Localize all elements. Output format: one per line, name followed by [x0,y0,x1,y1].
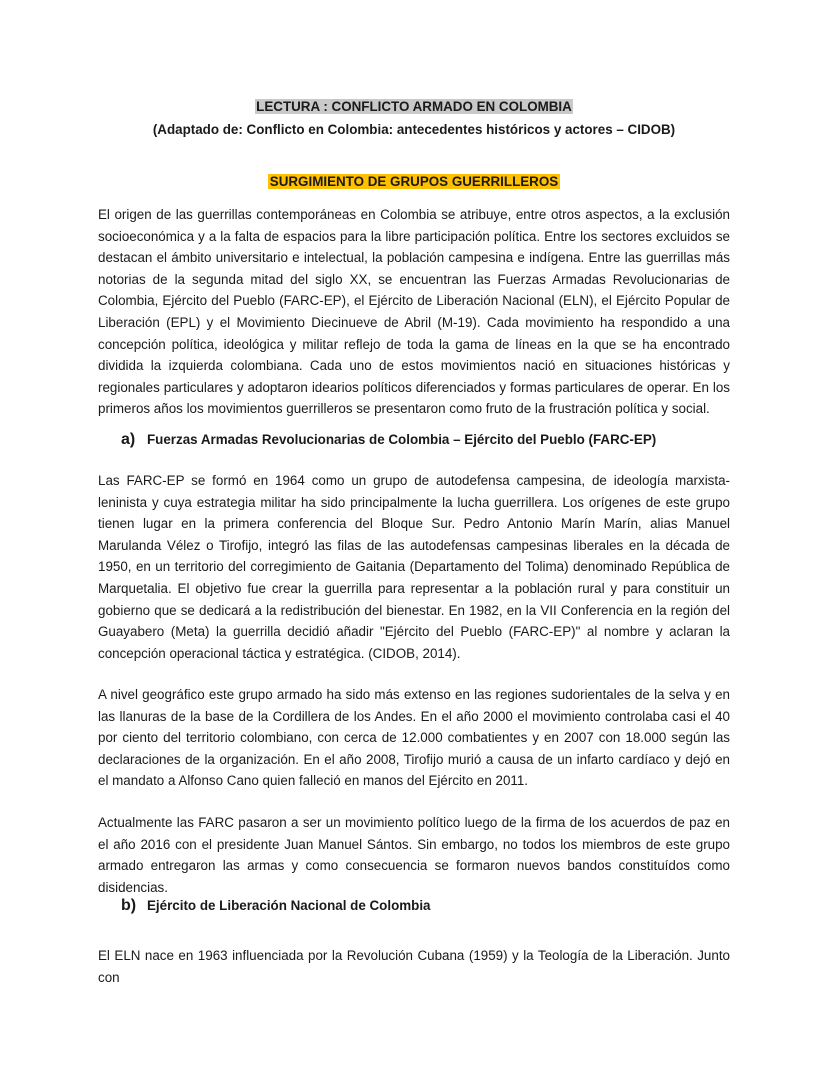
document-subtitle: (Adaptado de: Conflicto en Colombia: antecedentes históricos y actores – CIDOB) [152,122,676,137]
subheading-farc-letter: a) [121,431,136,448]
subheading-farc [121,430,656,450]
paragraph-farc-current: Actualmente las FARC pasaron a ser un movimiento político luego de la firma de los acuerdos de paz en el año 2016 con el presidente Juan Manuel Sántos. Sin embargo, no todos los miembros de este grupo armado entregaron las armas y como consecuencia se formaron nuevos bandos constituídos como disidencias. [98,815,730,895]
subheading-eln [121,896,431,916]
section-title [0,173,828,191]
subheading-eln-text: Ejército de Liberación Nacional de Colombia [147,898,431,913]
paragraph-farc-origins: Las FARC-EP se formó en 1964 como un grupo de autodefensa campesina, de ideología marxista-leninista y cuya estrategia militar ha sido principalmente la lucha guerrillera. Los orígenes de este grupo tienen lugar en la primera conferencia del Bloque Sur. Pedro Antonio Marín Marín, alias Manuel Marulanda Vélez o Tirofijo, integró las filas de las autodefensas campesinas liberales en la década de 1950, en un territorio del corregimiento de Gaitania (Departamento del Tolima) denominado República de Marquetalia. El objetivo fue crear la guerrilla para representar a la población rural y para constituir un gobierno que se dedicará a la redistribución del bienestar. En 1982, en la VII Conferencia en la región del Guayabero (Meta) la guerrilla decidió añadir "Ejército del Pueblo (FARC-EP)" al nombre y aclaran la concepción operacional táctica y estratégica. (CIDOB, 2014). [98,473,730,661]
subheading-eln-letter: b) [121,897,137,914]
paragraph-eln-origins: El ELN nace en 1963 influenciada por la Revolución Cubana (1959) y la Teología de la Liberación. Junto con [98,948,730,985]
subheading-farc-text: Fuerzas Armadas Revolucionarias de Colombia – Ejército del Pueblo (FARC-EP) [147,432,657,447]
document-title-text: LECTURA : CONFLICTO ARMADO EN COLOMBIA [256,99,572,114]
document-title [0,98,828,116]
paragraph-intro: El origen de las guerrillas contemporáneas en Colombia se atribuye, entre otros aspectos, a la exclusión socioeconómica y a la falta de espacios para la libre participación política. Entre los sectores excluidos se destacan el ámbito universitario e intelectual, la población campesina e indígena. Entre las guerrillas más notorias de la segunda mitad del siglo XX, se encuentran las Fuerzas Armadas Revolucionarias de Colombia, Ejército del Pueblo (FARC-EP), el Ejército de Liberación Nacional (ELN), el Ejército Popular de Liberación (EPL) y el Movimiento Diecinueve de Abril (M-19). Cada movimiento ha respondido a una concepción política, ideológica y militar reflejo de toda la gama de líneas en la que se ha encontrado dividida la izquierda colombiana. Cada uno de estos movimientos nació en situaciones históricas y regionales particulares y adoptaron idearios políticos diferenciados y formas particulares de operar. En los primeros años los movimientos guerrilleros se presentaron como fruto de la frustración política y social. [98,207,730,417]
paragraph-farc-geography: A nivel geográfico este grupo armado ha sido más extenso en las regiones sudorientales de la selva y en las llanuras de la base de la Cordillera de los Andes. En el año 2000 el movimiento controlaba casi el 40 por ciento del territorio colombiano, con cerca de 12.000 combatientes y en 2007 con 18.000 según las declaraciones de la organización. En el año 2008, Tirofijo murió a causa de un infarto cardíaco y dejó en el mandato a Alfonso Cano quien falleció en manos del Ejército en 2011. [98,687,730,789]
section-title-text: SURGIMIENTO DE GRUPOS GUERRILLEROS [269,174,559,189]
